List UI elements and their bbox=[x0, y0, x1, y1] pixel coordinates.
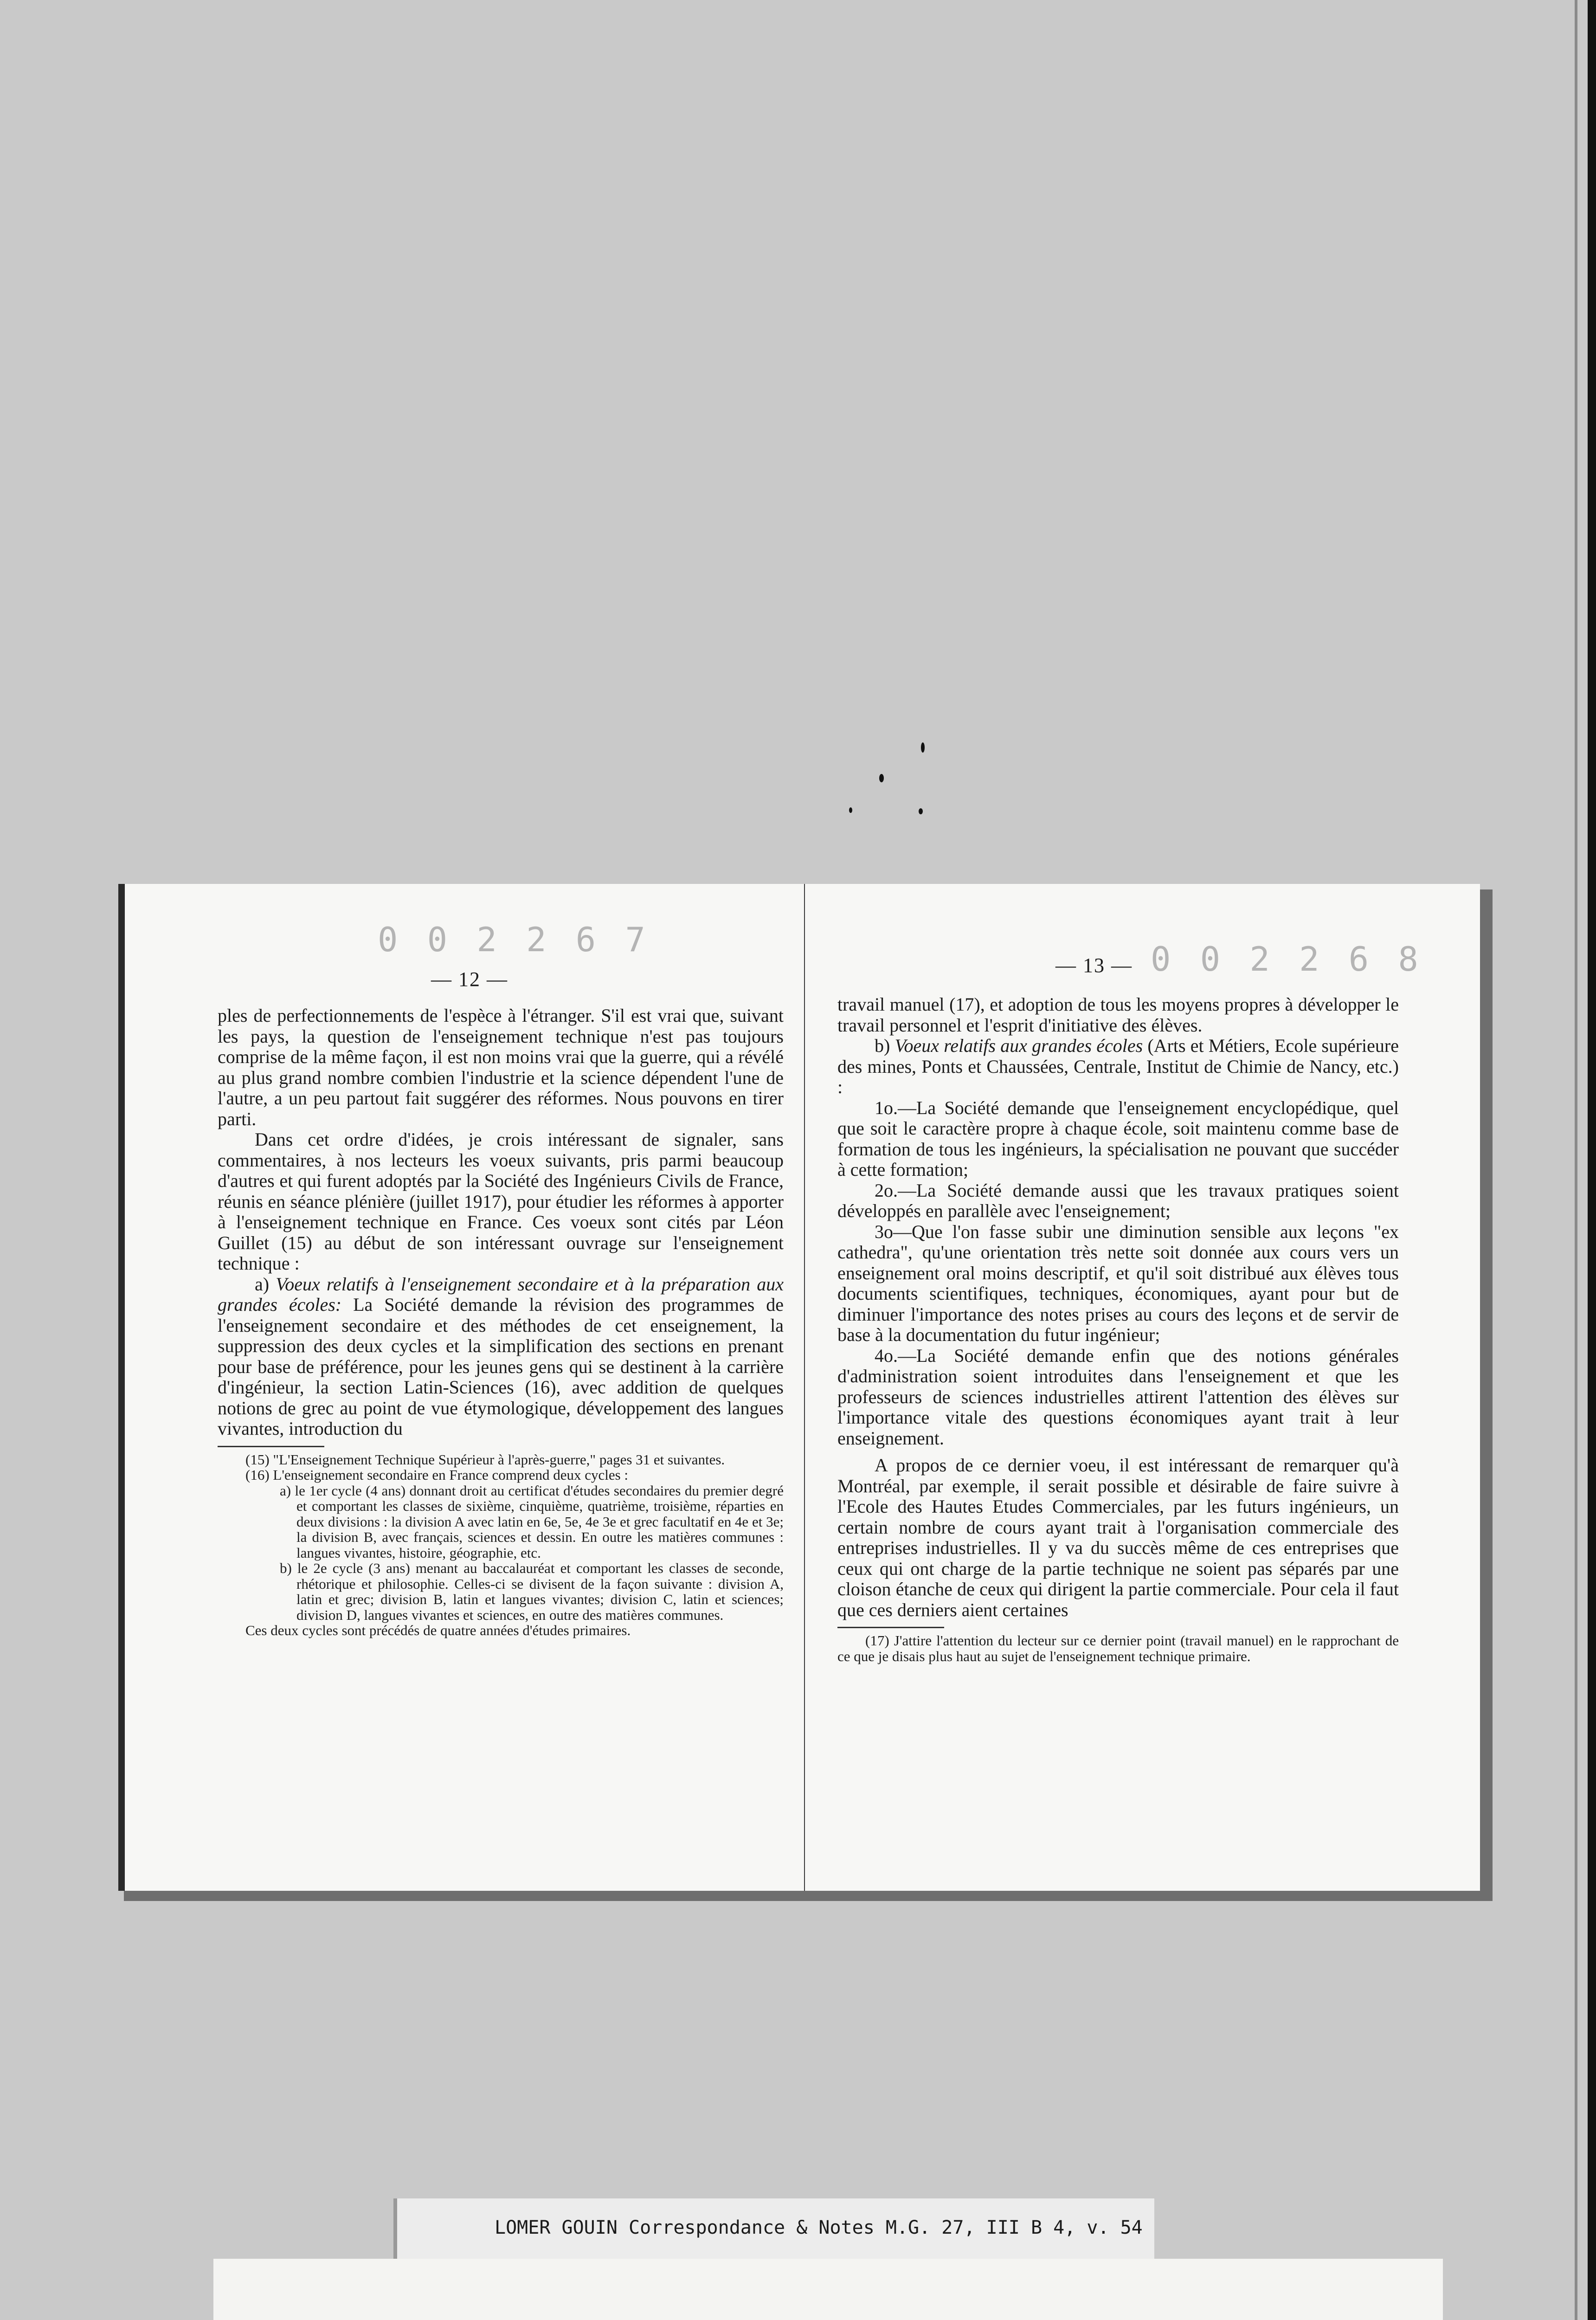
film-edge bbox=[1588, 0, 1596, 2320]
page-number: — 12 — bbox=[431, 968, 508, 991]
reference-label: LOMER GOUIN Correspondance & Notes M.G. 27, III B 4, v. 54 bbox=[495, 2217, 1143, 2238]
item-label: b) bbox=[875, 1035, 890, 1056]
item-label: a) bbox=[255, 1273, 270, 1295]
item-a bbox=[218, 1274, 784, 1439]
film-speck bbox=[849, 807, 852, 813]
right-page bbox=[805, 884, 1480, 1891]
footnote-rule bbox=[218, 1446, 324, 1447]
paragraph: travail manuel (17), et adoption de tous les moyens propres à développer le travail personnel et l'esprit d'initiative des élèves. bbox=[837, 994, 1399, 1036]
item-text: (Arts et Métiers, Ecole supérieure des mines, Ponts et Chaussées, Centrale, Institut de Chimie de Nancy, etc.) : bbox=[837, 1035, 1399, 1097]
reference-label-strip bbox=[393, 2198, 1154, 2260]
footnote-subitem: a) le 1er cycle (4 ans) donnant droit au certificat d'études secondaires du premier degré et comportant les classes de sixième, cinquième, quatrième, troisième, réparties en deux divisions : la division A avec latin en 6e, 5e, 4e 3e et grec facultatif en 4e et 3e; la division B, avec français, sciences et dessin. En outre les matières communes : langues vivantes, histoire, géographie, etc. bbox=[280, 1482, 784, 1561]
point: 1o.—La Société demande que l'enseignement encyclopédique, quel que soit le caractère propre à chaque école, soit maintenu comme base de formation de tous les ingénieurs, la spécialisation ne pouvant que succéder à cette formation; bbox=[837, 1097, 1399, 1180]
footnote: Ces deux cycles sont précédés de quatre années d'études primaires. bbox=[245, 1622, 631, 1638]
left-page bbox=[118, 884, 805, 1891]
item-title: Voeux relatifs aux grandes écoles bbox=[895, 1035, 1143, 1056]
paragraph: ples de perfectionnements de l'espèce à l'étranger. S'il est vrai que, suivant les pays, la question de l'enseignement technique n'est pas toujours comprise de la même façon, il est non moins vrai que la guerre, qui a révélé au plus grand nombre combien l'industrie et la science dépendent l'une de l'autre, a un peu partout fait suggérer des réformes. Nous pouvons en tirer parti. bbox=[218, 1005, 784, 1129]
paragraph: A propos de ce dernier voeu, il est intéressant de remarquer qu'à Montréal, par exemple, il serait possible et désirable de faire suivre à l'Ecole des Hautes Etudes Commerciales, par les futurs ingénieurs, un certain nombre de cours ayant trait à l'organisation commerciale des entreprises industrielles. Il y va du succès même de ces entreprises que ceux qui ont charge de la partie technique ne soient pas séparés par une cloison étanche de ceux qui dirigent la partie commerciale. Pour cela il faut que ces derniers aient certaines bbox=[837, 1455, 1399, 1620]
archive-card bbox=[213, 2259, 1443, 2320]
item-b bbox=[837, 1036, 1399, 1098]
film-edge-line bbox=[1575, 0, 1577, 2320]
footnote: (16) L'enseignement secondaire en France comprend deux cycles : bbox=[245, 1467, 629, 1483]
point: 4o.—La Société demande enfin que des notions générales d'administration soient introduites dans l'enseignement et que les professeurs de sciences industrielles attirent l'attention des élèves sur l'importance vitale des questions économiques ayant trait à leur enseignement. bbox=[837, 1345, 1399, 1449]
footnote-rule bbox=[837, 1627, 944, 1628]
footnotes bbox=[837, 1633, 1399, 1664]
archive-stamp: 0 0 2 2 6 8 bbox=[1151, 940, 1423, 979]
item-text: La Société demande la révision des programmes de l'enseignement secondaire et des méthodes de cet enseignement, la suppression des deux cycles et la simplification des sections en prenant pour base de préférence, pour les jeunes gens qui se destinent à la carrière d'ingénieur, la section Latin-Sciences (16), avec addition de quelques notions de grec au point de vue étymologique, développement des langues vivantes, introduction du bbox=[218, 1294, 784, 1439]
left-text-column bbox=[218, 1005, 784, 1638]
point: 3o—Que l'on fasse subir une diminution sensible aux leçons "ex cathedra", qu'une orientation très nette soit donnée aux cours vers un enseignement oral moins descriptif, et qu'il soit distribué aux élèves tous documents scientifiques, techniques, économiques, ayant pour but de diminuer l'importance des notes prises au cours des leçons et de servir de base à la documentation du futur ingénieur; bbox=[837, 1221, 1399, 1345]
footnote: (15) "L'Enseignement Technique Supérieur à l'après-guerre," pages 31 et suivantes. bbox=[245, 1451, 725, 1468]
footnote: (17) J'attire l'attention du lecteur sur ce dernier point (travail manuel) en le rapprochant de ce que je disais plus haut au sujet de l'enseignement technique primaire. bbox=[837, 1632, 1399, 1664]
film-speck bbox=[921, 742, 925, 753]
footnote-subitem: b) le 2e cycle (3 ans) menant au baccalauréat et comportant les classes de seconde, rhétorique et philosophie. Celles-ci se divisent de la façon suivante : division A, latin et grec; division B, latin et langues vivantes; division C, latin et sciences; division D, langues vivantes et sciences, en outre des matières communes. bbox=[280, 1560, 784, 1623]
open-booklet bbox=[118, 884, 1487, 1895]
archive-stamp: 0 0 2 2 6 7 bbox=[378, 920, 650, 959]
point: 2o.—La Société demande aussi que les travaux pratiques soient développés en parallèle avec l'enseignement; bbox=[837, 1179, 1399, 1221]
item-title: Voeux relatifs à l'enseignement secondaire et à la préparation aux grandes écoles: bbox=[218, 1273, 784, 1315]
footnotes bbox=[218, 1452, 784, 1638]
paragraph: Dans cet ordre d'idées, je crois intéressant de signaler, sans commentaires, à nos lecteurs les voeux suivants, pris parmi beaucoup d'autres et qui furent adoptés par la Société des Ingénieurs Civils de France, réunis en séance plénière (juillet 1917), pour étudier les réformes à apporter à l'enseignement technique en France. Ces voeux sont cités par Léon Guillet (15) au début de son intéressant ouvrage sur l'enseignement technique : bbox=[218, 1129, 784, 1274]
page-number: — 13 — bbox=[1055, 954, 1133, 977]
right-text-column bbox=[837, 994, 1399, 1664]
film-speck bbox=[919, 808, 923, 814]
film-speck bbox=[879, 774, 884, 782]
